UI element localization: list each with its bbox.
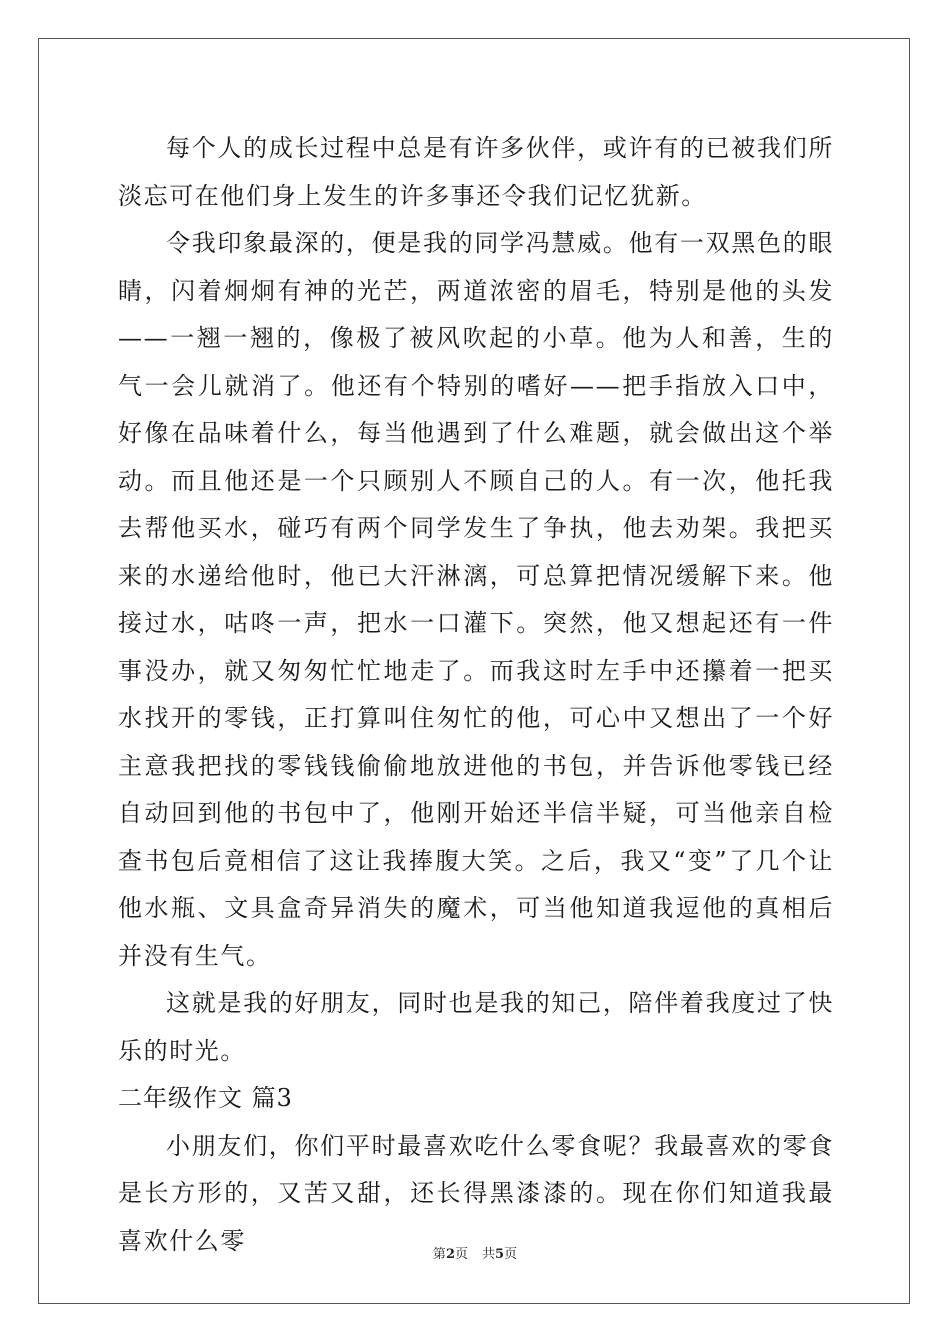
page-prefix: 第 [432,1247,446,1262]
paragraph-3: 这就是我的好朋友，同时也是我的知己，陪伴着我度过了快乐的时光。 [118,989,834,1065]
paragraph-2: 令我印象最深的，便是我的同学冯慧威。他有一双黑色的眼睛，闪着炯炯有神的光芒，两道浓密的眉毛，特别是他的头发——一翘一翘的，像极了被风吹起的小草。他为人和善，生的气一会儿就消了。他还有个特别的嗜好——把手指放入口中，好像在品味着什么，每当他遇到了什么难题，就会做出这个举动。而且他还是一个只顾别人不顾自己的人。有一次，他托我去帮他买水，碰巧有两个同学发生了争执，他去劝架。我把买来的水递给他时，他已大汗淋漓，可总算把情况缓解下来。他接过水，咕咚一声，把水一口灌下。突然，他又想起还有一件事没办，就又匆匆忙忙地走了。而我这时左手中还攥着一把买水找开的零钱，正打算叫住匆忙的他，可心中又想出了一个好主意我把找的零钱钱偷偷地放进他的书包，并告诉他零钱已经自动回到他的书包中了，他刚开始还半信半疑，可当他亲自检查书包后竟相信了这让我捧腹大笑。之后，我又“变”了几个让他水瓶、文具盒奇异消失的魔术，可当他知道我逗他的真相后并没有生气。 [118,229,834,970]
paragraph-1: 每个人的成长过程中总是有许多伙伴，或许有的已被我们所淡忘可在他们身上发生的许多事还令我们记忆犹新。 [118,134,834,210]
page-footer [0,1243,950,1262]
total-pages: 5 [495,1247,505,1262]
section-heading: 二年级作文 篇3 [118,1084,293,1112]
document-body [118,125,834,1265]
page-number: 2 [445,1247,455,1262]
total-prefix: 共 [482,1247,496,1262]
page-suffix: 页 [454,1247,468,1262]
total-suffix: 页 [504,1247,518,1262]
paragraph-4: 小朋友们，你们平时最喜欢吃什么零食呢？我最喜欢的零食是长方形的，又苦又甜，还长得黑漆漆的。现在你们知道我最喜欢什么零 [118,1131,834,1255]
